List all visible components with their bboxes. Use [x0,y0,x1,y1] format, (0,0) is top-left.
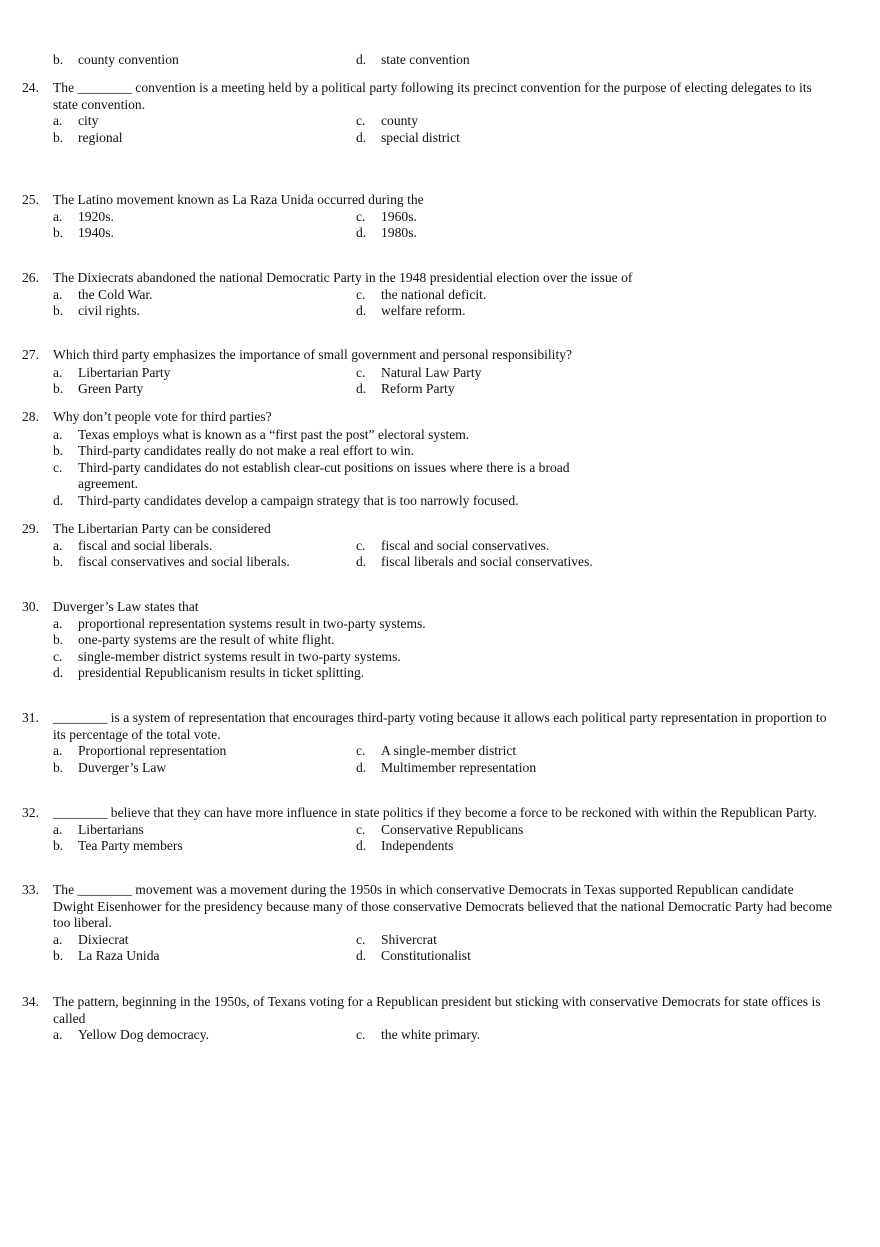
question-number: 28. [22,409,39,424]
option-28-a: a. Texas employs what is known as a “first past the post” electoral system. [53,426,470,442]
question-23-tail [22,52,834,69]
option-32-b: b. Tea Party members [53,838,183,853]
question-32 [22,805,834,855]
option-24-a: a. city [53,113,99,128]
option-25-c: c. 1960s. [356,208,417,224]
option-31-b: b. Duverger’s Law [53,759,167,775]
question-number: 26. [22,270,39,285]
question-stem: ________ believe that they can have more influence in state politics if they become a force to be reckoned with within the Republican Party. [53,805,817,820]
option-25-b: b. 1940s. [53,225,114,240]
question-stem: The Dixiecrats abandoned the national Democratic Party in the 1948 presidential election over the issue of [53,270,633,285]
question-31 [22,710,834,776]
option-33-d: d. Constitutionalist [356,948,471,963]
question-stem: The ________ convention is a meeting held by a political party following its precinct convention for the purpose of electing delegates to its state convention. [53,80,812,112]
option-24-d: d. special district [356,129,460,145]
option-28-d: d. Third-party candidates develop a campaign strategy that is too narrowly focused. [53,492,519,508]
question-number: 30. [22,599,39,614]
option-23-b: b. county convention [53,52,179,67]
question-number: 31. [22,710,39,725]
question-29 [22,521,834,571]
option-34-a: a. Yellow Dog democracy. [53,1027,210,1042]
question-number: 33. [22,882,39,897]
question-25 [22,192,834,242]
option-33-a: a. Dixiecrat [53,931,129,947]
option-31-c: c. A single-member district [356,743,517,758]
option-26-c: c. the national deficit. [356,286,487,302]
question-number: 27. [22,347,39,362]
option-29-c: c. fiscal and social conservatives. [356,537,550,553]
option-25-a: a. 1920s. [53,208,114,224]
question-number: 25. [22,192,39,207]
option-29-a: a. fiscal and social liberals. [53,537,213,553]
question-28 [22,409,834,509]
question-27 [22,347,834,398]
question-number: 24. [22,80,39,95]
option-28-b: b. Third-party candidates really do not make a real effort to win. [53,443,415,458]
option-24-c: c. county [356,113,418,128]
option-32-d: d. Independents [356,838,454,853]
option-31-a: a. Proportional representation [53,743,227,758]
option-23-d: d. state convention [356,52,470,67]
option-28-c: c. Third-party candidates do not establish clear-cut positions on issues where there is a broad agreement. [53,459,570,491]
question-number: 32. [22,805,39,820]
option-27-d: d. Reform Party [356,381,455,396]
option-27-a: a. Libertarian Party [53,364,171,380]
option-30-b: b. one-party systems are the result of white flight. [53,632,335,647]
question-stem: The pattern, beginning in the 1950s, of Texans voting for a Republican president but sticking with conservative Democrats for state offices is called [53,994,821,1026]
question-number: 34. [22,994,39,1009]
option-34-c: c. the white primary. [356,1027,481,1042]
question-stem: The Libertarian Party can be considered [53,521,271,536]
option-26-d: d. welfare reform. [356,303,466,318]
option-33-c: c. Shivercrat [356,931,437,947]
question-stem: The ________ movement was a movement during the 1950s in which conservative Democrats in Texas supported Republican candidate Dwight Eisenhower for the presidency because many of those conservative Democrats believed that the national Democratic Party had become too liberal. [53,882,833,930]
option-25-d: d. 1980s. [356,225,417,240]
option-32-a: a. Libertarians [53,821,144,837]
option-32-c: c. Conservative Republicans [356,821,524,837]
option-30-c: c. single-member district systems result in two-party systems. [53,648,401,664]
option-30-d: d. presidential Republicanism results in ticket splitting. [53,665,365,680]
option-29-b: b. fiscal conservatives and social liberals. [53,554,290,569]
option-33-b: b. La Raza Unida [53,948,160,963]
question-26 [22,270,834,320]
option-30-a: a. proportional representation systems result in two-party systems. [53,615,426,631]
option-31-d: d. Multimember representation [356,759,537,775]
option-27-c: c. Natural Law Party [356,364,482,380]
option-26-b: b. civil rights. [53,303,140,318]
option-26-a: a. the Cold War. [53,286,153,302]
option-27-b: b. Green Party [53,381,144,396]
question-stem: The Latino movement known as La Raza Unida occurred during the [53,192,424,207]
question-stem: Duverger’s Law states that [53,599,199,614]
question-34 [22,994,834,1044]
question-30 [22,599,834,682]
question-33 [22,882,834,965]
question-stem: Why don’t people vote for third parties? [53,409,272,424]
question-24 [22,80,834,146]
question-stem: ________ is a system of representation that encourages third-party voting because it allows each political party representation in proportion to its percentage of the total vote. [53,710,827,742]
question-stem: Which third party emphasizes the importance of small government and personal responsibility? [53,347,573,362]
option-24-b: b. regional [53,129,123,145]
option-29-d: d. fiscal liberals and social conservatives. [356,554,593,569]
question-number: 29. [22,521,39,536]
